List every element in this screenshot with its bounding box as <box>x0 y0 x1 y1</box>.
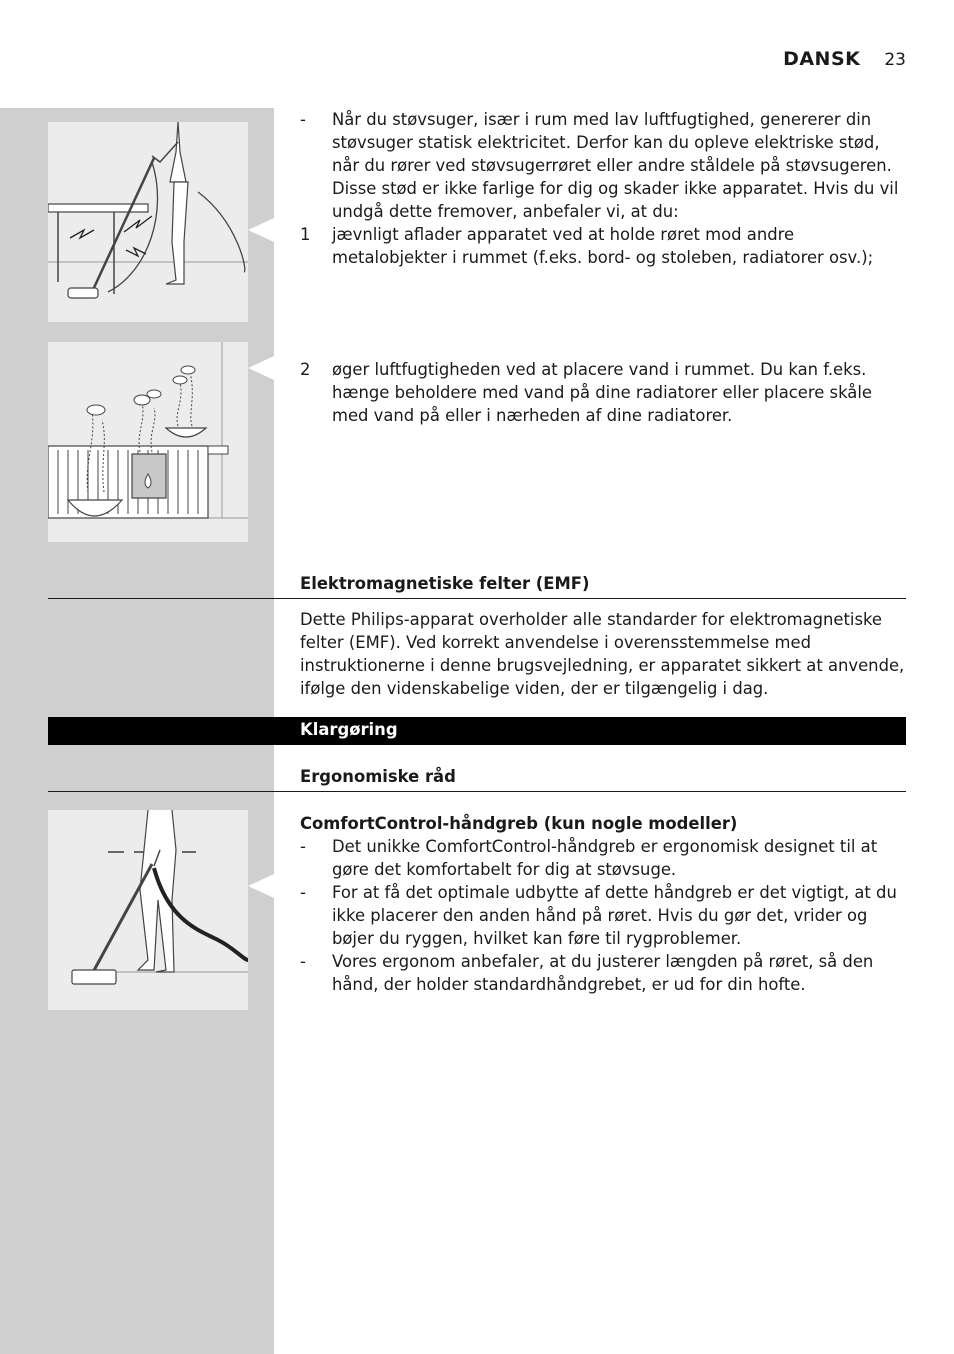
list-text: øger luftfugtigheden ved at placere vand i rummet. Du kan f.eks. hænge beholdere med vand på dine radiatorer eller placere skåle med vand på eller i nærheden af dine radiatorer. <box>332 360 872 425</box>
static-electricity-list <box>300 108 906 269</box>
section-divider <box>48 791 906 792</box>
list-marker: 2 <box>300 360 311 379</box>
list-marker: 1 <box>300 225 311 244</box>
figure-pointer <box>248 356 274 380</box>
section-divider <box>48 598 906 599</box>
list-item <box>300 835 906 881</box>
list-item <box>300 358 906 427</box>
list-text: jævnligt aflader apparatet ved at holde røret mod andre metalobjekter i rummet (f.eks. bord- og stoleben, radiatorer osv.); <box>332 225 874 267</box>
list-text: Når du støvsuger, især i rum med lav luftfugtighed, genererer din støvsuger statisk elektricitet. Derfor kan du opleve elektriske stød, når du rører ved støvsugerrøret eller andre ståldele på støvsugeren. Disse stød er ikke farlige for dig og skader ikke apparatet. Hvis du vil undgå dette fremover, anbefaler vi, at du: <box>332 110 899 221</box>
list-item <box>300 950 906 996</box>
illustration-ergonomic-posture <box>48 810 248 1010</box>
emf-body <box>300 608 906 700</box>
illustration-static-shock <box>48 122 248 322</box>
list-item <box>300 881 906 950</box>
emf-heading: Elektromagnetiske felter (EMF) <box>300 574 590 593</box>
list-item <box>300 108 906 223</box>
humidity-list <box>300 358 906 427</box>
figure-pointer <box>248 218 274 242</box>
illustration-radiator-water <box>48 342 248 542</box>
list-marker: - <box>300 883 306 902</box>
section-bar-label: Klargøring <box>300 720 398 739</box>
list-marker: - <box>300 952 306 971</box>
ergonomic-list <box>300 835 906 996</box>
figure-pointer <box>248 874 274 898</box>
list-item <box>300 223 906 269</box>
list-text: Vores ergonom anbefaler, at du justerer længden på røret, så den hånd, der holder standardhåndgrebet, er ud for din hofte. <box>332 952 874 994</box>
section-bar <box>48 717 906 745</box>
comfortcontrol-heading: ComfortControl-håndgreb (kun nogle modeller) <box>300 814 738 833</box>
page-number: 23 <box>884 50 906 70</box>
list-text: Det unikke ComfortControl-håndgreb er ergonomisk designet til at gøre det komfortabelt for dig at støvsuge. <box>332 837 878 879</box>
list-marker: - <box>300 837 306 856</box>
ergonomic-heading: Ergonomiske råd <box>300 767 456 786</box>
list-text: For at få det optimale udbytte af dette håndgreb er det vigtigt, at du ikke placerer den anden hånd på røret. Hvis du gør det, vrider og bøjer du ryggen, hvilket kan føre til rygproblemer. <box>332 883 897 948</box>
list-marker: - <box>300 110 306 129</box>
language-label: DANSK <box>783 48 861 70</box>
page-header <box>783 48 906 70</box>
emf-paragraph: Dette Philips-apparat overholder alle standarder for elektromagnetiske felter (EMF). Ved korrekt anvendelse i overensstemmelse med instruktionerne i denne brugsvejledning, er apparatet sikkert at anvende, ifølge den videnskabelige viden, der er tilgængelig i dag. <box>300 610 905 698</box>
